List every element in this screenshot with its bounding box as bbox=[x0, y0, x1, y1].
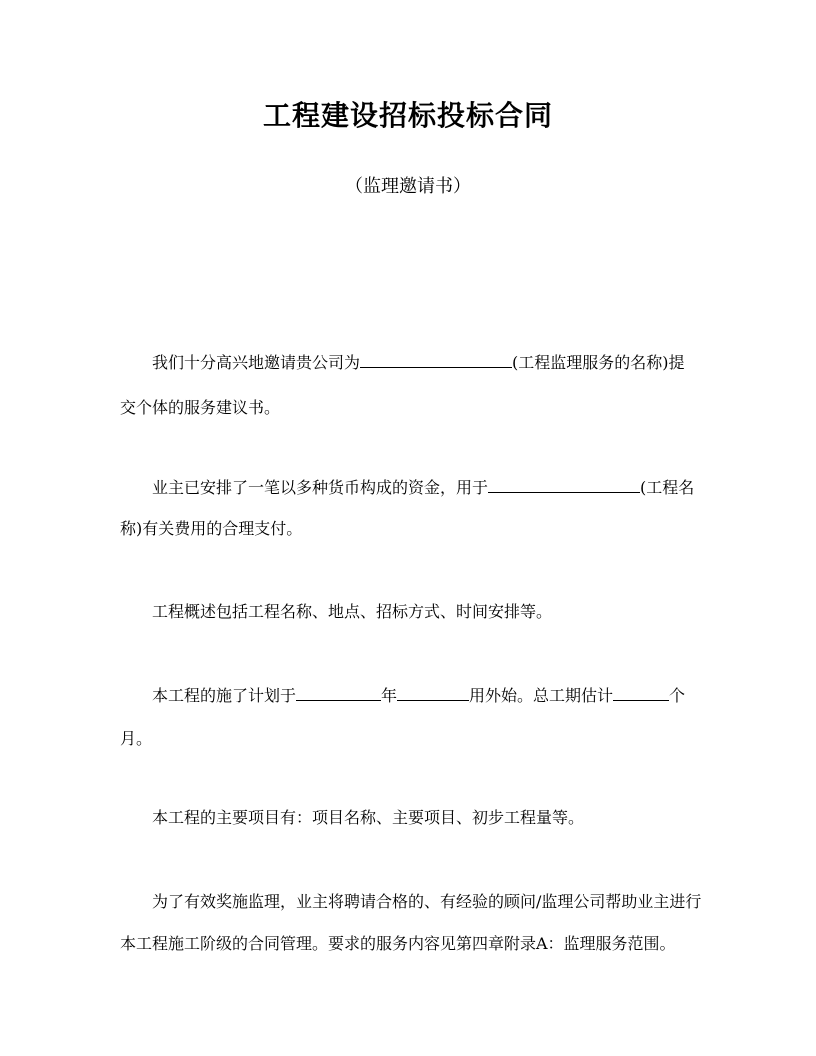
paragraph-text: 我们十分高兴地邀请贵公司为 bbox=[152, 353, 361, 372]
fill-blank-duration[interactable] bbox=[613, 685, 669, 701]
paragraph-text: 本工程的施了计划于 bbox=[152, 686, 297, 705]
paragraph-line bbox=[152, 808, 584, 828]
paragraph-text: 个 bbox=[669, 686, 686, 705]
paragraph-line bbox=[120, 934, 676, 954]
paragraph-text: 年 bbox=[381, 686, 398, 705]
paragraph-line bbox=[152, 602, 552, 622]
fill-blank-start-month[interactable] bbox=[397, 685, 469, 701]
fill-blank-project-name[interactable] bbox=[488, 477, 640, 493]
paragraph-overview bbox=[120, 602, 700, 626]
paragraph-text: 称)有关费用的合理支付。 bbox=[120, 519, 303, 538]
paragraph-schedule bbox=[120, 685, 700, 748]
paragraph-supervision bbox=[120, 892, 700, 952]
paragraph-text: 交个体的服务建议书。 bbox=[120, 398, 281, 417]
paragraph-text: 用外始。总工期估计 bbox=[469, 686, 614, 705]
paragraph-invitation bbox=[120, 352, 700, 417]
paragraph-text: 业主已安排了一笔以多种货币构成的资金，用于 bbox=[152, 478, 489, 497]
document-title: 工程建设招标投标合同 bbox=[262, 99, 553, 132]
paragraph-text: 为了有效奖施监理，业主将聘请合格的、有经验的顾问/监理公司帮助业主进行 bbox=[152, 892, 702, 911]
paragraph-funding bbox=[120, 477, 700, 537]
paragraph-line bbox=[120, 398, 280, 418]
paragraph-text: 本工程施工阶级的合同管理。要求的服务内容见第四章附录A：监理服务范围。 bbox=[120, 934, 676, 953]
paragraph-line bbox=[152, 685, 685, 706]
fill-blank-start-date[interactable] bbox=[296, 685, 381, 701]
paragraph-line bbox=[152, 477, 694, 498]
paragraph-text: 本工程的主要项目有：项目名称、主要项目、初步工程量等。 bbox=[152, 808, 585, 827]
paragraph-text: (工程名 bbox=[640, 478, 695, 497]
paragraph-main-items bbox=[120, 808, 700, 832]
document-subtitle: （监理邀请书） bbox=[345, 176, 471, 197]
paragraph-text: 月。 bbox=[120, 729, 153, 748]
paragraph-line bbox=[120, 729, 152, 749]
paragraph-text: 工程概述包括工程名称、地点、招标方式、时间安排等。 bbox=[152, 602, 553, 621]
fill-blank-service-name[interactable] bbox=[360, 352, 512, 368]
paragraph-text: (工程监理服务的名称)提 bbox=[512, 353, 685, 372]
paragraph-line bbox=[152, 352, 685, 373]
paragraph-line bbox=[120, 519, 302, 539]
paragraph-line bbox=[152, 892, 701, 912]
